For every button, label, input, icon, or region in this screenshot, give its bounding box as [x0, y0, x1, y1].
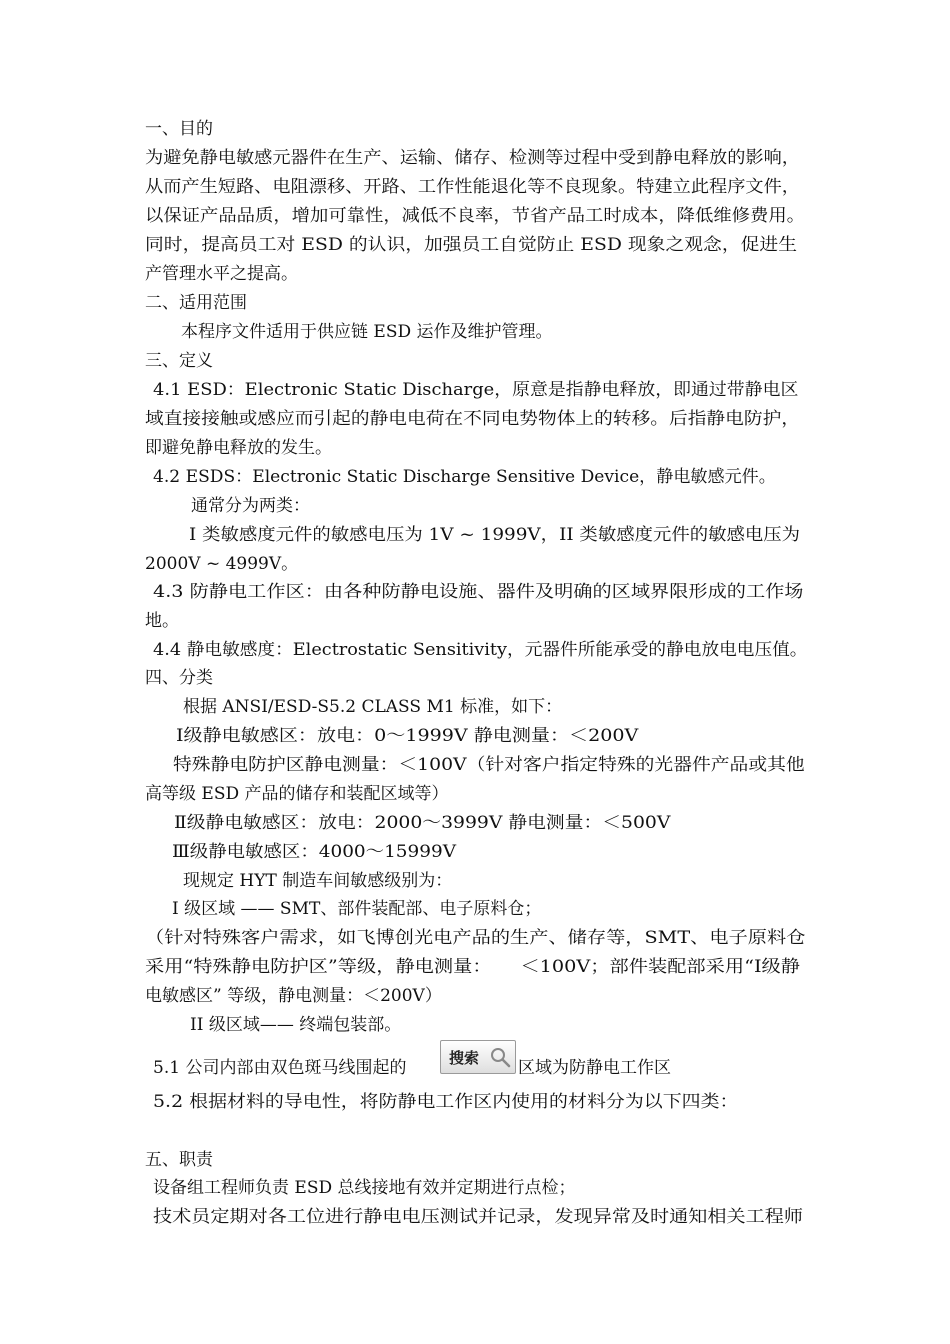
text-line: 域直接接触或感应而引起的静电电荷在不同电势物体上的转移。后指静电防护， [145, 409, 800, 429]
text-line: 特殊静电防护区静电测量：＜100V（针对客户指定特殊的光器件产品或其他 [173, 755, 805, 775]
text-line: 三、定义 [145, 351, 213, 371]
text-line: Ⅲ级静电敏感区：4000～15999V [172, 842, 457, 862]
text-line: 即避免静电释放的发生。 [145, 438, 332, 458]
text-line: 设备组工程师负责 ESD 总线接地有效并定期进行点检； [153, 1178, 576, 1198]
text-line: Ⅰ级静电敏感区：放电：0～1999V 静电测量：＜200V [176, 726, 639, 746]
text-line: 四、分类 [145, 668, 213, 688]
text-line: 采用“特殊静电防护区”等级，静电测量： ＜100V；部件装配部采用“Ⅰ级静 [145, 957, 801, 977]
text-line: Ⅱ级静电敏感区：放电：2000～3999V 静电测量：＜500V [174, 813, 671, 833]
text-line: 4.1 ESD：Electronic Static Discharge，原意是指静电释放，即通过带静电区 [153, 380, 799, 400]
text-line: 二、适用范围 [145, 293, 247, 313]
text-line: 产管理水平之提高。 [145, 264, 298, 284]
text-line: II 级区域—— 终端包装部。 [190, 1015, 402, 1035]
text-line: 4.4 静电敏感度：Electrostatic Sensitivity，元器件所能承受的静电放电电压值。 [153, 640, 808, 660]
text-line: 现规定 HYT 制造车间敏感级别为： [183, 871, 453, 891]
text-line: 同时，提高员工对 ESD 的认识，加强员工自觉防止 ESD 现象之观念，促进生 [145, 235, 797, 255]
text-line: 4.2 ESDS：Electronic Static Discharge Sensitive Device，静电敏感元件。 [153, 467, 776, 487]
text-line: I 类敏感度元件的敏感电压为 1V ~ 1999V，II 类敏感度元件的敏感电压为 [189, 525, 801, 545]
text-line: 一、目的 [145, 119, 213, 139]
text-line: 区域为防静电工作区 [518, 1058, 671, 1078]
text-line: 地。 [145, 611, 179, 631]
magnifier-icon [489, 1046, 513, 1070]
text-line: 电敏感区” 等级，静电测量：＜200V） [145, 986, 442, 1006]
text-line: 5.1 公司内部由双色斑马线围起的 [153, 1058, 407, 1078]
search-button-label: 搜索 [449, 1049, 480, 1067]
text-line: 根据 ANSI/ESD-S5.2 CLASS M1 标准，如下： [183, 697, 563, 717]
search-button[interactable] [440, 1040, 516, 1074]
text-line: （针对特殊客户需求，如飞博创光电产品的生产、储存等，SMT、电子原料仓 [145, 928, 806, 948]
text-line: 本程序文件适用于供应链 ESD 运作及维护管理。 [181, 322, 553, 342]
text-line: 高等级 ESD 产品的储存和装配区域等） [145, 784, 449, 804]
text-line: 2000V ~ 4999V。 [145, 554, 299, 574]
text-line: 为避免静电敏感元器件在生产、运输、储存、检测等过程中受到静电释放的影响， [145, 148, 800, 168]
text-line: 五、职责 [145, 1150, 213, 1170]
text-line: 以保证产品品质，增加可靠性，减低不良率，节省产品工时成本，降低维修费用。 [145, 206, 805, 226]
text-line: I 级区域 —— SMT、部件装配部、电子原料仓； [172, 899, 542, 919]
text-line: 5.2 根据材料的导电性，将防静电工作区内使用的材料分为以下四类： [153, 1092, 739, 1112]
text-line: 从而产生短路、电阻漂移、开路、工作性能退化等不良现象。特建立此程序文件， [145, 177, 800, 197]
text-line: 技术员定期对各工位进行静电电压测试并记录，发现异常及时通知相关工程师 [153, 1207, 803, 1227]
text-line: 4.3 防静电工作区：由各种防静电设施、器件及明确的区域界限形成的工作场 [153, 582, 804, 602]
text-line: 通常分为两类： [191, 496, 310, 516]
